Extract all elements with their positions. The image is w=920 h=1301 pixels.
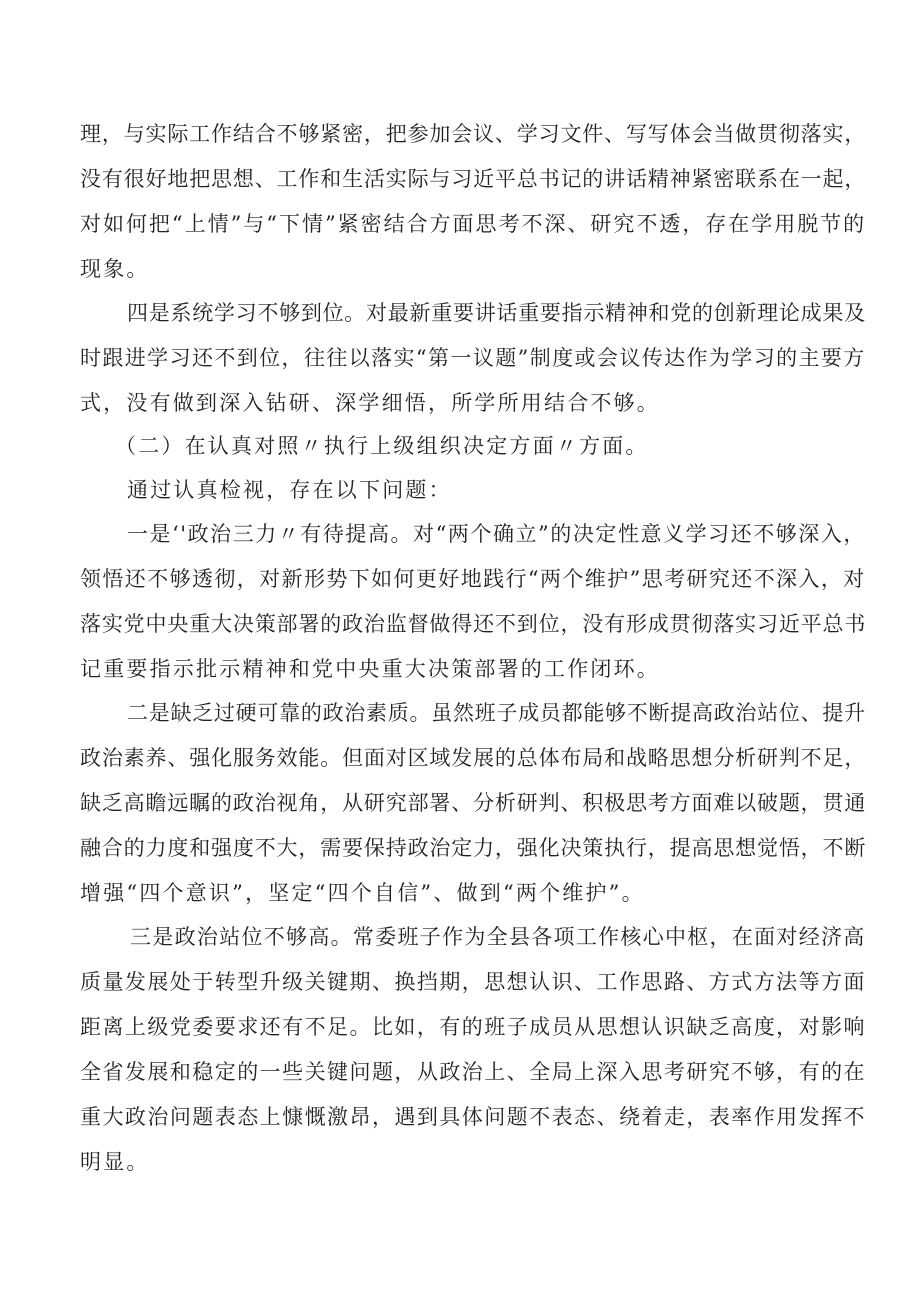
text-line: 落实党中央重大决策部署的政治监督做得还不到位，没有形成贯彻落实习近平总书 (80, 612, 867, 636)
text-line: 没有很好地把思想、工作和生活实际与习近平总书记的讲话精神紧密联系在一起， (80, 167, 867, 191)
text-line: 明显。 (80, 1150, 150, 1174)
text-line: 四是系统学习不够到位。对最新重要讲话重要指示精神和党的创新理论成果及 (127, 301, 866, 325)
text-line: 记重要指示批示精神和党中央重大决策部署的工作闭环。 (80, 657, 660, 681)
text-line: 现象。 (80, 257, 150, 281)
text-line: 质量发展处于转型升级关键期、换挡期，思想认识、工作思路、方式方法等方面 (80, 970, 866, 994)
text-line: 距离上级党委要求还有不足。比如，有的班子成员从思想认识缺乏高度，对影响 (80, 1015, 866, 1039)
section-heading: （二）在认真对照〃执行上级组织决定方面〃方面。 (115, 434, 649, 458)
text-line: 重大政治问题表态上慷慨激昂，遇到具体问题不表态、绕着走，表率作用发挥不 (80, 1105, 866, 1129)
text-line: 式，没有做到深入钻研、深学细悟，所学所用结合不够。 (80, 391, 660, 415)
text-line: 全省发展和稳定的一些关键问题，从政治上、全局上深入思考研究不够，有的在 (80, 1060, 866, 1084)
text-line: 对如何把“上情”与“下情”紧密结合方面思考不深、研究不透，存在学用脱节的 (80, 212, 867, 236)
text-line: 理，与实际工作结合不够紧密，把参加会议、学习文件、写写体会当做贯彻落实， (80, 122, 867, 146)
text-line: 缺乏高瞻远瞩的政治视角，从研究部署、分析研判、积极思考方面难以破题，贯通 (80, 791, 867, 815)
text-line: 通过认真检视，存在以下问题： (127, 478, 452, 502)
text-line: 一是‘'政治三力〃有待提高。对“两个确立”的决定性意义学习还不够深入， (127, 522, 866, 546)
text-line: 领悟还不够透彻，对新形势下如何更好地践行“两个维护”思考研究还不深入，对 (80, 567, 866, 591)
text-line: 三是政治站位不够高。常委班子作为全县各项工作核心中枢，在面对经济高 (130, 925, 866, 949)
text-line: 二是缺乏过硬可靠的政治素质。虽然班子成员都能够不断提高政治站位、提升 (127, 701, 866, 725)
text-line: 融合的力度和强度不大，需要保持政治定力，强化决策执行，提高思想觉悟，不断 (80, 836, 867, 860)
text-line: 增强“四个意识”，坚定“四个自信”、做到“两个维护”。 (80, 881, 645, 905)
text-line: 政治素养、强化服务效能。但面对区域发展的总体布局和战略思想分析研判不足， (80, 746, 867, 770)
text-line: 时跟进学习还不到位，往往以落实“第一议题”制度或会议传达作为学习的主要方 (80, 346, 866, 370)
